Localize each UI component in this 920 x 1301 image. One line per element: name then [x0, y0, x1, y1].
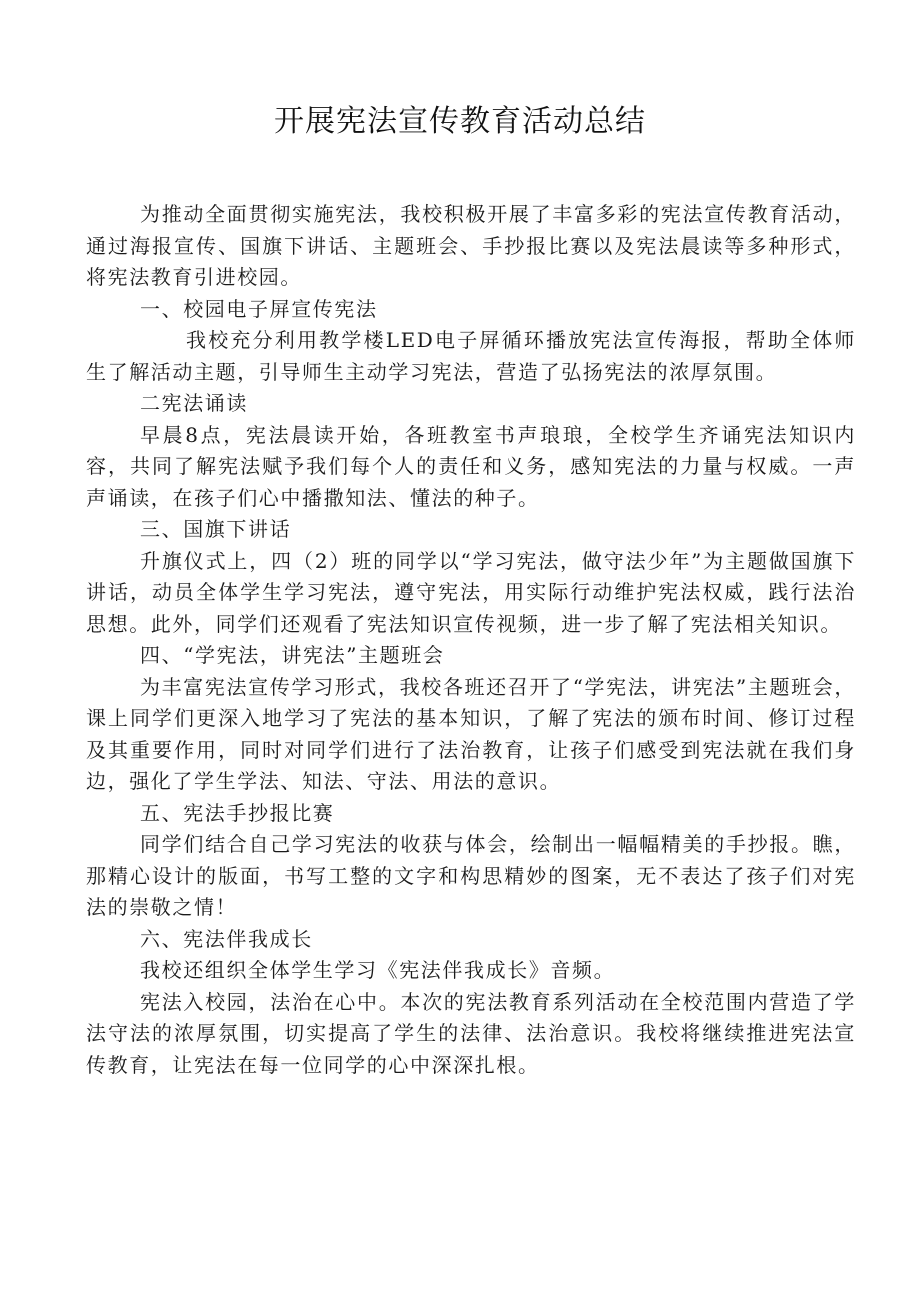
section-paragraph-3: 升旗仪式上，四（2）班的同学以“学习宪法，做守法少年”为主题做国旗下讲话，动员全体学生学习宪法，遵守宪法，用实际行动维护宪法权威，践行法治思想。此外，同学们还观看了宪法知识宣传视频，进一步了解了宪法相关知识。: [86, 548, 856, 636]
section-heading-4: 四、“学宪法，讲宪法”主题班会: [140, 643, 445, 667]
conclusion-paragraph: 宪法入校园，法治在心中。本次的宪法教育系列活动在全校范围内营造了学法守法的浓厚氛围，切实提高了学生的法律、法治意识。我校将继续推进宪法宣传教育，让宪法在每一位同学的心中深深扎根。: [86, 989, 856, 1077]
section-paragraph-1: 我校充分利用教学楼LED电子屏循环播放宪法宣传海报，帮助全体师生了解活动主题，引导师生主动学习宪法，营造了弘扬宪法的浓厚氛围。: [86, 328, 856, 384]
section-paragraph-6: 我校还组织全体学生学习《宪法伴我成长》音频。: [140, 958, 616, 982]
section-paragraph-5: 同学们结合自己学习宪法的收获与体会，绘制出一幅幅精美的手抄报。瞧，那精心设计的版面，书写工整的文字和构思精妙的图案，无不表达了孩子们对宪法的崇敬之情！: [86, 832, 856, 919]
section-heading-6: 六、宪法伴我成长: [140, 926, 313, 951]
document-title: 开展宪法宣传教育活动总结: [274, 104, 646, 139]
document-body: [86, 199, 856, 1081]
intro-paragraph: 为推动全面贯彻实施宪法，我校积极开展了丰富多彩的宪法宣传教育活动，通过海报宣传、国旗下讲话、主题班会、手抄报比赛以及宪法晨读等多种形式，将宪法教育引进校园。: [86, 202, 856, 289]
section-paragraph-4: 为丰富宪法宣传学习形式，我校各班还召开了“学宪法，讲宪法”主题班会，课上同学们更深入地学习了宪法的基本知识，了解了宪法的颁布时间、修订过程及其重要作用，同时对同学们进行了法治教育，让孩子们感受到宪法就在我们身边，强化了学生学法、知法、守法、用法的意识。: [86, 674, 856, 793]
section-heading-1: 一、校园电子屏宣传宪法: [140, 296, 378, 321]
section-heading-3: 三、国旗下讲话: [140, 517, 292, 541]
section-heading-2: 二宪法诵读: [140, 391, 248, 415]
section-paragraph-2: 早晨8点，宪法晨读开始，各班教室书声琅琅，全校学生齐诵宪法知识内容，共同了解宪法赋予我们每个人的责任和义务，感知宪法的力量与权威。一声声诵读，在孩子们心中播撒知法、懂法的种子。: [86, 422, 856, 510]
section-heading-5: 五、宪法手抄报比赛: [140, 800, 335, 825]
